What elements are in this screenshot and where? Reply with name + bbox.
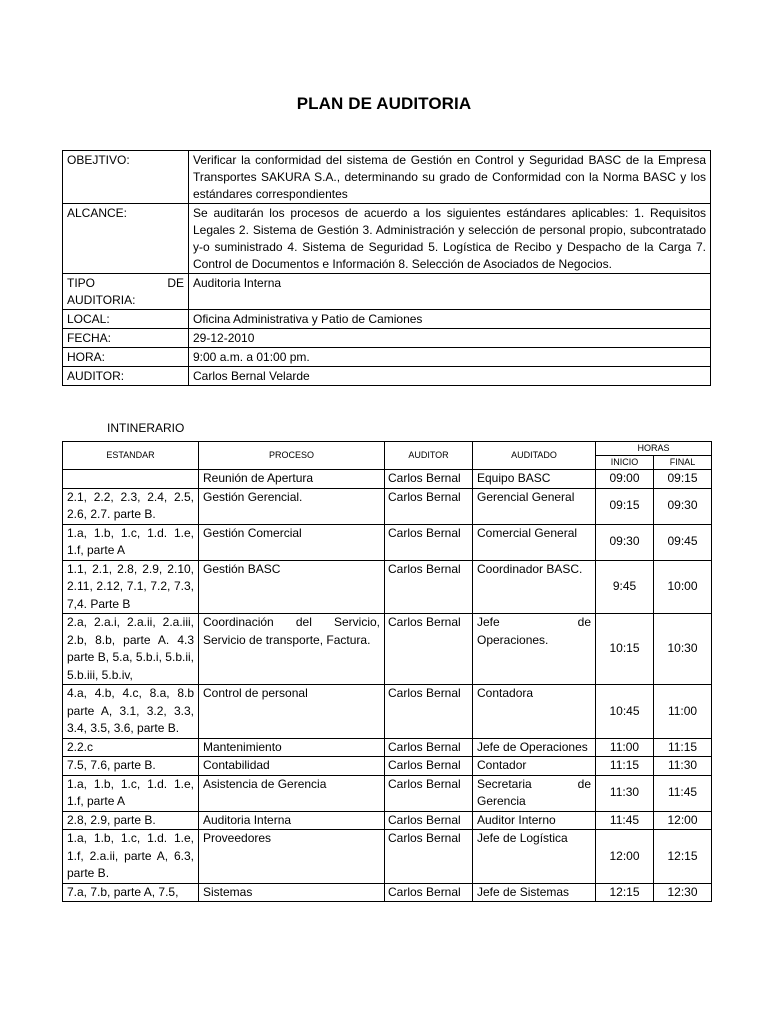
cell-final: 09:45: [654, 524, 712, 560]
cell-inicio: 11:45: [596, 811, 654, 830]
cell-final: 11:15: [654, 738, 712, 757]
cell-estandar: 2.a, 2.a.i, 2.a.ii, 2.a.iii, 2.b, 8.b, parte A. 4.3 parte B, 5.a, 5.b.i, 5.b.ii, 5.b.iii, 5.b.iv,: [63, 614, 199, 685]
table-row: [63, 738, 712, 757]
cell-inicio: 11:15: [596, 757, 654, 776]
cell-proceso: Coordinación del Servicio, Servicio de transporte, Factura.: [199, 614, 385, 685]
cell-estandar: 1.a, 1.b, 1.c, 1.d. 1.e, 1.f, parte A: [63, 775, 199, 811]
cell-estandar: 1.a, 1.b, 1.c, 1.d. 1.e, 1.f, 2.a.ii, parte A, 6.3, parte B.: [63, 830, 199, 884]
cell-auditado: Gerencial General: [473, 488, 596, 524]
cell-auditor: Carlos Bernal: [385, 488, 473, 524]
cell-proceso: Mantenimiento: [199, 738, 385, 757]
cell-auditado: Contador: [473, 757, 596, 776]
table-row: [63, 757, 712, 776]
cell-proceso: Proveedores: [199, 830, 385, 884]
header-estandar: ESTANDAR: [63, 442, 199, 470]
info-label: TIPO DE AUDITORIA:: [63, 274, 189, 310]
cell-auditado: Contadora: [473, 685, 596, 739]
cell-auditor: Carlos Bernal: [385, 685, 473, 739]
cell-estandar: 4.a, 4.b, 4.c, 8.a, 8.b parte A, 3.1, 3.2, 3.3, 3.4, 3.5, 3.6, parte B.: [63, 685, 199, 739]
cell-inicio: 11:30: [596, 775, 654, 811]
info-row-auditor: [63, 367, 711, 386]
info-row-hora: [63, 348, 711, 367]
header-final: FINAL: [654, 456, 712, 470]
info-label: HORA:: [63, 348, 189, 367]
info-value: 9:00 a.m. a 01:00 pm.: [189, 348, 711, 367]
cell-auditado: Coordinador BASC.: [473, 560, 596, 614]
cell-final: 11:45: [654, 775, 712, 811]
header-horas: HORAS: [596, 442, 712, 456]
cell-proceso: Sistemas: [199, 883, 385, 902]
table-row: [63, 811, 712, 830]
table-row: [63, 560, 712, 614]
table-row: [63, 488, 712, 524]
table-row: [63, 883, 712, 902]
cell-auditor: Carlos Bernal: [385, 524, 473, 560]
cell-auditor: Carlos Bernal: [385, 883, 473, 902]
cell-auditado: Jefe de Sistemas: [473, 883, 596, 902]
cell-final: 10:30: [654, 614, 712, 685]
page-title: PLAN DE AUDITORIA: [296, 94, 472, 113]
info-value: 29-12-2010: [189, 329, 711, 348]
info-value: Se auditarán los procesos de acuerdo a los siguientes estándares aplicables: 1. Requisitos Legales 2. Sistema de Gestión 3. Administración y selección de personal propio, subcontratado y-o suministrado 4. Sistema de Seguridad 5. Logística de Recibo y Despacho de la Carga 7. Control de Documentos e Información 8. Selección de Asociados de Negocios.: [189, 204, 711, 274]
info-value: Auditoria Interna: [189, 274, 711, 310]
cell-auditor: Carlos Bernal: [385, 811, 473, 830]
cell-auditado: Jefe de Logística: [473, 830, 596, 884]
cell-inicio: 10:45: [596, 685, 654, 739]
info-value: Oficina Administrativa y Patio de Camiones: [189, 310, 711, 329]
cell-estandar: 2.2.c: [63, 738, 199, 757]
cell-estandar: 7.a, 7.b, parte A, 7.5,: [63, 883, 199, 902]
info-row-local: [63, 310, 711, 329]
cell-auditado: Jefe de Operaciones: [473, 738, 596, 757]
itinerary-label: INTINERARIO: [107, 421, 185, 435]
cell-estandar: 1.1, 2.1, 2.8, 2.9, 2.10, 2.11, 2.12, 7.1, 7.2, 7.3, 7,4. Parte B: [63, 560, 199, 614]
cell-proceso: Reunión de Apertura: [199, 470, 385, 489]
cell-proceso: Gestión BASC: [199, 560, 385, 614]
cell-auditado: Secretaria de Gerencia: [473, 775, 596, 811]
cell-proceso: Gestión Comercial: [199, 524, 385, 560]
info-label: OBEJTIVO:: [63, 151, 189, 204]
info-label: LOCAL:: [63, 310, 189, 329]
cell-proceso: Control de personal: [199, 685, 385, 739]
table-row: [63, 614, 712, 685]
cell-auditor: Carlos Bernal: [385, 560, 473, 614]
info-value: Verificar la conformidad del sistema de Gestión en Control y Seguridad BASC de la Empresa Transportes SAKURA S.A., determinando su grado de Conformidad con la Norma BASC y los estándares correspondientes: [189, 151, 711, 204]
cell-final: 11:00: [654, 685, 712, 739]
info-row-tipo: [63, 274, 711, 310]
info-row-alcance: [63, 204, 711, 274]
table-row: [63, 470, 712, 489]
table-row: [63, 685, 712, 739]
audit-info-table: [62, 150, 711, 386]
cell-inicio: 09:00: [596, 470, 654, 489]
header-auditado: AUDITADO: [473, 442, 596, 470]
cell-estandar: 2.1, 2.2, 2.3, 2.4, 2.5, 2.6, 2.7. parte B.: [63, 488, 199, 524]
header-proceso: PROCESO: [199, 442, 385, 470]
cell-final: 09:30: [654, 488, 712, 524]
cell-final: 12:00: [654, 811, 712, 830]
cell-proceso: Contabilidad: [199, 757, 385, 776]
info-label: ALCANCE:: [63, 204, 189, 274]
itinerary-table: [62, 441, 712, 902]
info-label: FECHA:: [63, 329, 189, 348]
info-row-fecha: [63, 329, 711, 348]
cell-estandar: 7.5, 7.6, parte B.: [63, 757, 199, 776]
cell-estandar: [63, 470, 199, 489]
info-label: AUDITOR:: [63, 367, 189, 386]
cell-auditado: Auditor Interno: [473, 811, 596, 830]
cell-inicio: 11:00: [596, 738, 654, 757]
table-row: [63, 830, 712, 884]
info-value: Carlos Bernal Velarde: [189, 367, 711, 386]
cell-estandar: 1.a, 1.b, 1.c, 1.d. 1.e, 1.f, parte A: [63, 524, 199, 560]
cell-inicio: 9:45: [596, 560, 654, 614]
header-auditor: AUDITOR: [385, 442, 473, 470]
cell-auditor: Carlos Bernal: [385, 757, 473, 776]
cell-inicio: 12:00: [596, 830, 654, 884]
cell-final: 11:30: [654, 757, 712, 776]
cell-auditado: Jefe de Operaciones.: [473, 614, 596, 685]
table-row: [63, 524, 712, 560]
cell-auditor: Carlos Bernal: [385, 614, 473, 685]
info-row-objetivo: [63, 151, 711, 204]
cell-inicio: 12:15: [596, 883, 654, 902]
cell-final: 10:00: [654, 560, 712, 614]
cell-estandar: 2.8, 2.9, parte B.: [63, 811, 199, 830]
cell-auditor: Carlos Bernal: [385, 470, 473, 489]
cell-auditor: Carlos Bernal: [385, 738, 473, 757]
cell-proceso: Auditoria Interna: [199, 811, 385, 830]
cell-final: 12:30: [654, 883, 712, 902]
cell-final: 09:15: [654, 470, 712, 489]
cell-inicio: 10:15: [596, 614, 654, 685]
header-inicio: INICIO: [596, 456, 654, 470]
cell-inicio: 09:15: [596, 488, 654, 524]
cell-auditor: Carlos Bernal: [385, 775, 473, 811]
cell-auditado: Equipo BASC: [473, 470, 596, 489]
cell-final: 12:15: [654, 830, 712, 884]
cell-proceso: Gestión Gerencial.: [199, 488, 385, 524]
cell-inicio: 09:30: [596, 524, 654, 560]
table-row: [63, 775, 712, 811]
cell-proceso: Asistencia de Gerencia: [199, 775, 385, 811]
cell-auditado: Comercial General: [473, 524, 596, 560]
cell-auditor: Carlos Bernal: [385, 830, 473, 884]
